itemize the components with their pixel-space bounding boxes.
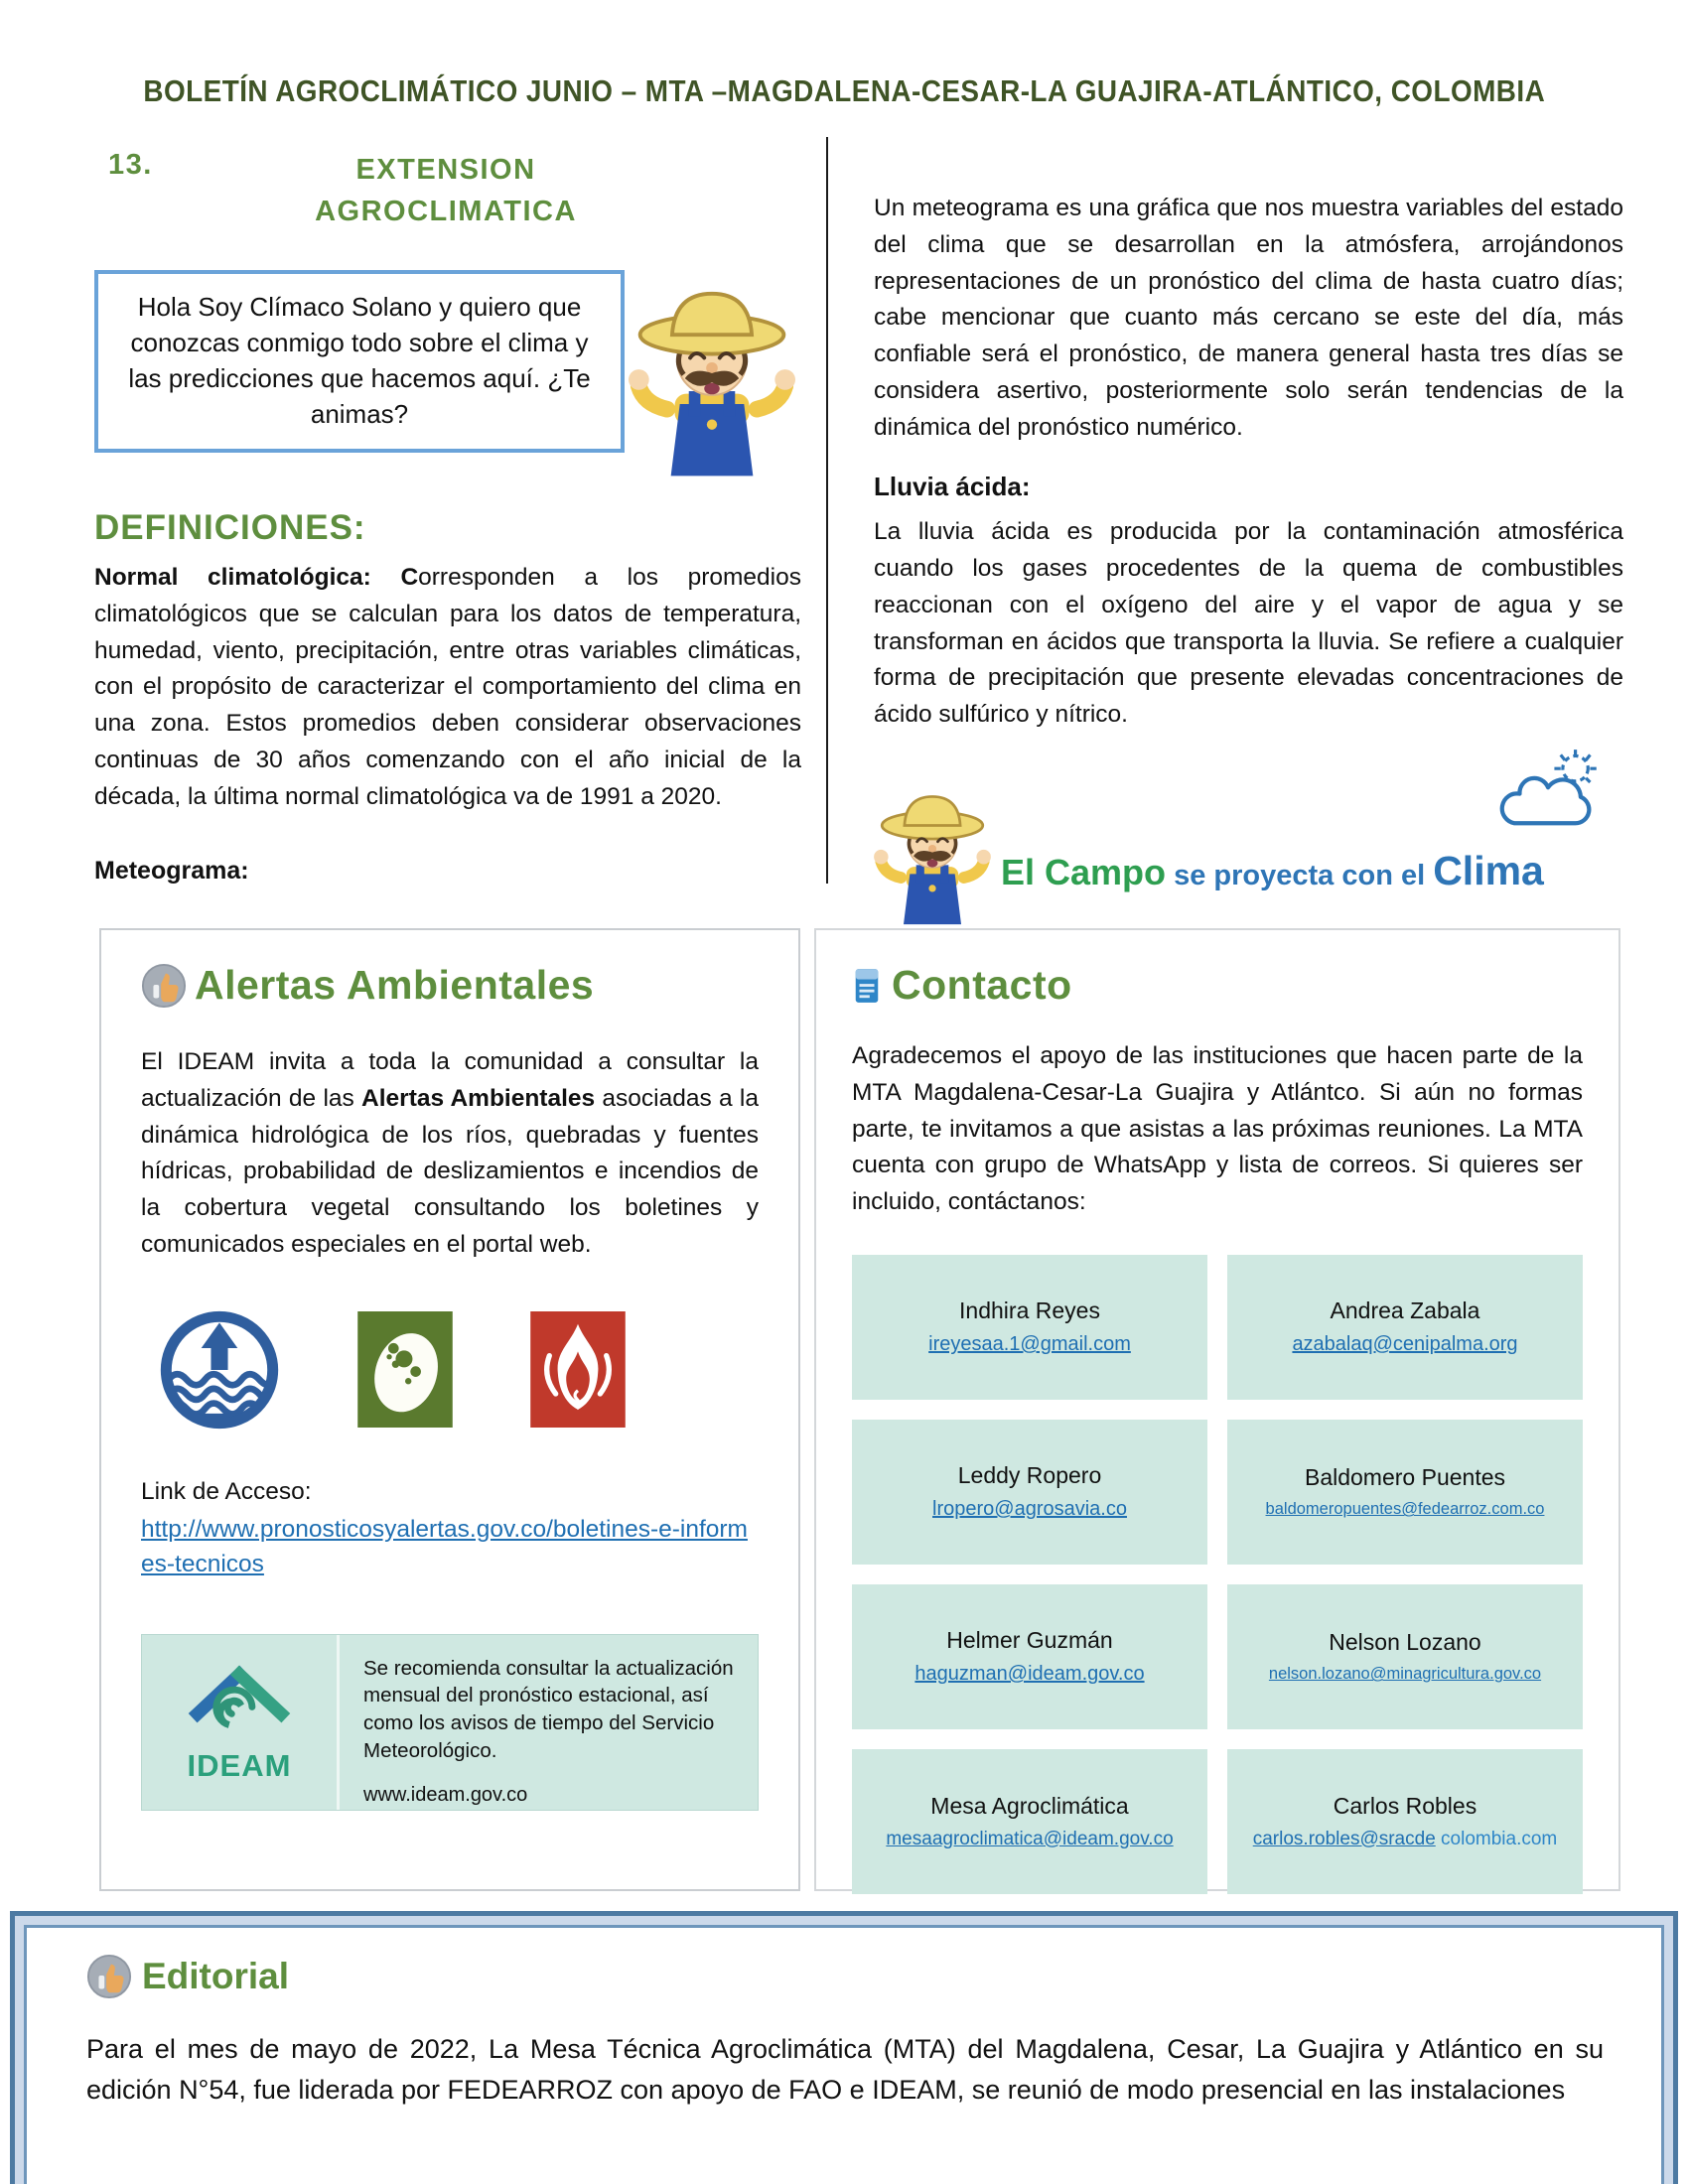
section-title	[227, 149, 664, 232]
normal-climatologica-paragraph	[94, 560, 801, 815]
definiciones-heading: DEFINICIONES:	[94, 508, 366, 548]
contact-name: Indhira Reyes	[959, 1297, 1100, 1324]
section-title-line1: EXTENSION	[355, 154, 536, 186]
contact-name: Leddy Ropero	[957, 1462, 1102, 1489]
lluvia-acida-heading: Lluvia ácida:	[874, 472, 1031, 502]
contact-email-link[interactable]: mesaagroclimatica@ideam.gov.co	[886, 1828, 1174, 1849]
landslide-alert-icon	[357, 1311, 453, 1428]
meteograma-label: Meteograma:	[94, 857, 249, 886]
contact-card	[852, 1420, 1207, 1565]
flood-alert-icon	[159, 1309, 280, 1431]
ideam-note-text: Se recomienda consultar la actualización mensual del pronóstico estacional, así como los avisos de tiempo del Servicio Meteorológico.	[363, 1656, 734, 1762]
slogan-el-campo: El Campo	[1001, 851, 1167, 892]
editorial-heading: Editorial	[142, 1956, 290, 1996]
farmer-mascot-small-icon	[874, 791, 991, 926]
contact-email-link[interactable]: baldomeropuentes@fedearroz.com.co	[1265, 1500, 1545, 1519]
contact-name: Andrea Zabala	[1330, 1297, 1480, 1324]
bulletin-title: BOLETÍN AGROCLIMÁTICO JUNIO – MTA –MAGDALENA-CESAR-LA GUAJIRA-ATLÁNTICO, COLOMBIA	[143, 73, 1545, 108]
column-divider	[826, 137, 828, 884]
section-number: 13.	[108, 149, 153, 181]
contact-email-link[interactable]: haguzman@ideam.gov.co	[914, 1663, 1145, 1686]
ideam-note-text-cell	[340, 1635, 758, 1810]
contact-email-link[interactable]: azabalaq@cenipalma.org	[1292, 1333, 1518, 1356]
left-column	[94, 149, 801, 886]
right-column	[874, 191, 1623, 920]
contact-card	[852, 1584, 1207, 1729]
notebook-icon	[852, 967, 882, 1005]
campo-clima-slogan	[1001, 848, 1544, 894]
alert-icons	[141, 1309, 759, 1431]
farmer-mascot-icon	[629, 286, 795, 478]
contact-card	[1227, 1255, 1583, 1400]
contact-card	[852, 1749, 1207, 1894]
contact-email-suffix: colombia.com	[1435, 1828, 1558, 1849]
editorial-heading-row	[86, 1954, 1604, 1999]
alertas-heading-row	[141, 962, 759, 1009]
thumb-up-icon	[86, 1954, 132, 1999]
section-title-line2: AGROCLIMATICA	[315, 196, 577, 228]
ideam-logo	[142, 1635, 337, 1810]
contact-card	[1227, 1420, 1583, 1565]
ideam-logo-text: IDEAM	[187, 1747, 292, 1783]
ideam-recommendation-box	[141, 1634, 759, 1811]
slogan-middle: se proyecta con el	[1166, 859, 1434, 891]
normal-climatologica-text: orresponden a los promedios climatológicos que se calculan para los datos de temperatura, humedad, viento, precipitación, entre otras variables climáticas, con el propósito de caracterizar el comportamiento del clima en una zona. Estos promedios deben considerar observaciones continuas de 30 años comenzando con el año inicial de la década, la última normal climatológica va de 1991 a 2020.	[94, 564, 801, 810]
slogan-clima: Clima	[1433, 847, 1544, 893]
pronosticos-alertas-link[interactable]: http://www.pronosticosyalertas.gov.co/boletines-e-informes-tecnicos	[141, 1515, 748, 1578]
contact-email-link[interactable]: carlos.robles@sracde	[1252, 1828, 1436, 1849]
link-acceso-label: Link de Acceso:	[141, 1477, 312, 1505]
contacto-intro: Agradecemos el apoyo de las instituciones que hacen parte de la MTA Magdalena-Cesar-La Guajira y Atlántco. Si aún no formas parte, te invitamos a que asistas a las próximas reuniones. La MTA cuenta con grupo de WhatsApp y lista de correos. Si quieres ser incluido, contáctanos:	[852, 1042, 1583, 1215]
contacto-heading: Contacto	[892, 962, 1072, 1008]
editorial-inner	[24, 1925, 1664, 2184]
page-header	[0, 73, 1688, 109]
alertas-heading: Alertas Ambientales	[195, 962, 595, 1008]
contact-card	[852, 1255, 1207, 1400]
mascot-speech-box: Hola Soy Clímaco Solano y quiero que conozcas conmigo todo sobre el clima y las predicciones que hacemos aquí. ¿Te animas?	[94, 270, 625, 453]
contact-name: Carlos Robles	[1333, 1792, 1477, 1819]
campo-clima-logo	[874, 761, 1623, 920]
alertas-text-1: El IDEAM invita a toda la comunidad a consultar la actualización de las	[141, 1048, 759, 1112]
fire-alert-icon	[530, 1311, 626, 1428]
meteograma-paragraph: Un meteograma es una gráfica que nos muestra variables del estado del clima que se desarrollan en la atmósfera, arrojándonos representaciones de un pronóstico del clima de hasta cuatro días; cabe mencionar que cuanto más cercano se este del día, más confiable será el pronóstico, de manera general hasta tres días se considera asertivo, posteriormente solo serán tendencias de la dinámica del pronóstico numérico.	[874, 195, 1623, 441]
contact-name: Baldomero Puentes	[1304, 1464, 1505, 1491]
alertas-ambientales-section	[99, 928, 800, 1891]
mascot-intro	[94, 270, 801, 478]
normal-climatologica-term: Normal climatológica: C	[94, 564, 419, 592]
editorial-section	[10, 1911, 1678, 2184]
hand-click-icon	[141, 963, 187, 1009]
contact-name: Nelson Lozano	[1329, 1629, 1481, 1656]
contact-email-link[interactable]: nelson.lozano@minagricultura.gov.co	[1268, 1665, 1542, 1684]
alertas-paragraph	[141, 1044, 759, 1264]
ideam-logo-icon	[182, 1661, 297, 1746]
ideam-url: www.ideam.gov.co	[363, 1784, 528, 1807]
section-heading	[94, 149, 664, 232]
contact-email-link[interactable]: lropero@agrosavia.co	[932, 1498, 1127, 1521]
contact-name: Mesa Agroclimática	[930, 1792, 1129, 1819]
contact-cards-grid	[852, 1255, 1583, 1894]
alertas-text-bold: Alertas Ambientales	[361, 1084, 596, 1112]
contact-card	[1227, 1749, 1583, 1894]
editorial-body: Para el mes de mayo de 2022, La Mesa Técnica Agroclimática (MTA) del Magdalena, Cesar, La Guajira y Atlántico en su edición N°54, fue liderada por FEDEARROZ con apoyo de FAO e IDEAM, se reunió de modo presencial en las instalaciones	[86, 2034, 1604, 2105]
contact-card	[1227, 1584, 1583, 1729]
contact-email-line	[1253, 1829, 1558, 1850]
contacto-section	[814, 928, 1620, 1891]
lluvia-acida-paragraph: La lluvia ácida es producida por la contaminación atmosférica cuando los gases procedentes de la quema de combustibles reaccionan con el oxígeno del aire y el vapor de agua y se transforman en ácidos que transporta la lluvia. Se refiere a cualquier forma de precipitación que presente elevadas concentraciones de ácido sulfúrico y nítrico.	[874, 518, 1623, 728]
cloud-sun-icon	[1478, 748, 1616, 837]
contact-email-link[interactable]: ireyesaa.1@gmail.com	[928, 1333, 1131, 1356]
contact-name: Helmer Guzmán	[946, 1627, 1113, 1654]
contacto-heading-row	[852, 962, 1583, 1009]
alertas-text-2: asociadas a la dinámica hidrológica de los ríos, quebradas y fuentes hídricas, probabilidad de deslizamientos e incendios de la cobertura vegetal consultando los boletines y comunicados especiales en el portal web.	[141, 1084, 759, 1258]
